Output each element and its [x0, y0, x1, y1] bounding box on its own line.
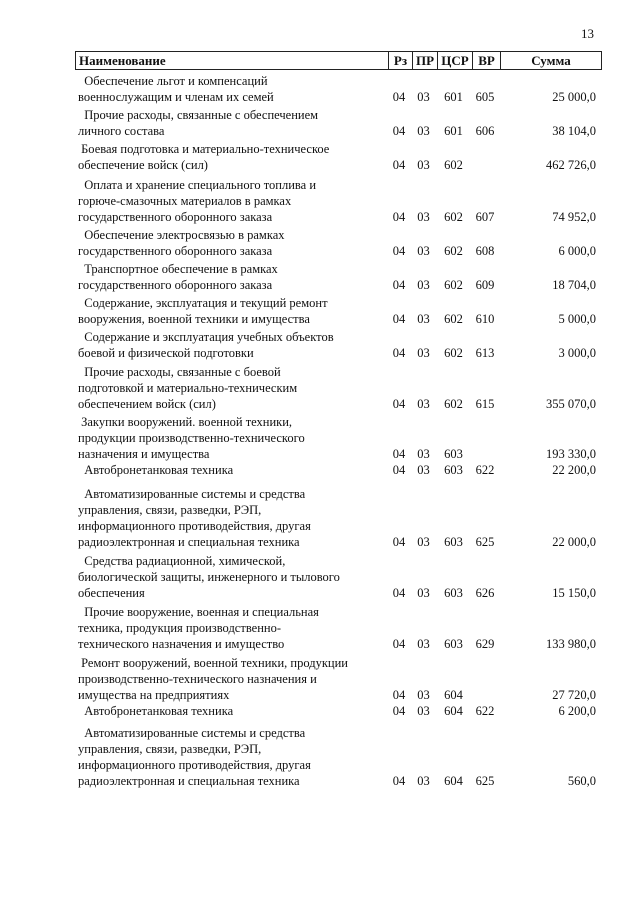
row-csr: 603	[444, 463, 463, 477]
table-row	[75, 141, 602, 173]
row-pr: 03	[417, 397, 430, 411]
row-name-line: управления, связи, разведки, РЭП,	[78, 503, 262, 517]
row-name-line: радиоэлектронная и специальная техника	[78, 774, 300, 788]
row-rz: 04	[392, 535, 406, 549]
row-name	[75, 227, 387, 259]
row-rz: 04	[392, 244, 406, 258]
row-csr: 603	[444, 447, 463, 461]
table-row	[75, 414, 602, 462]
row-csr: 603	[444, 586, 463, 600]
row-sum: 355 070,0	[546, 397, 596, 411]
row-name	[75, 141, 387, 173]
budget-table	[75, 51, 602, 789]
row-rz: 04	[392, 397, 406, 411]
table-row	[75, 725, 602, 789]
row-rz: 04	[392, 463, 406, 477]
row-name-line: горюче-смазочных материалов в рамках	[78, 194, 292, 208]
row-name-line: государственного оборонного заказа	[78, 244, 273, 258]
row-vr: 629	[475, 637, 495, 651]
row-name-line: личного состава	[78, 124, 165, 138]
row-pr: 03	[417, 158, 430, 172]
row-name-line: информационного противодействия, другая	[78, 758, 311, 772]
row-name-line: Обеспечение льгот и компенсаций	[78, 74, 268, 88]
header-sum: Сумма	[500, 52, 601, 69]
row-name-line: Закупки вооружений. военной техники,	[78, 415, 293, 429]
row-sum: 22 000,0	[552, 535, 596, 549]
row-name-line: подготовкой и материально-техническим	[78, 381, 298, 395]
table-row	[75, 227, 602, 259]
table-row	[75, 295, 602, 327]
row-rz: 04	[392, 124, 406, 138]
row-name-line: вооружения, военной техники и имущества	[78, 312, 310, 326]
table-row	[75, 655, 602, 703]
row-name-line: Автоматизированные системы и средства	[78, 487, 306, 501]
row-csr: 602	[444, 312, 463, 326]
row-csr: 603	[444, 535, 463, 549]
row-name	[75, 364, 387, 412]
row-name-line: обеспечения	[78, 586, 145, 600]
row-name-line: Прочие расходы, связанные с обеспечением	[78, 108, 319, 122]
row-name-line: государственного оборонного заказа	[78, 278, 273, 292]
row-rz: 04	[392, 704, 406, 718]
table-row	[75, 604, 602, 652]
row-sum: 133 980,0	[546, 637, 596, 651]
row-vr: 605	[475, 90, 495, 104]
row-csr: 603	[444, 637, 463, 651]
row-vr: 622	[475, 704, 495, 718]
row-rz: 04	[392, 158, 406, 172]
row-name-line: Прочие расходы, связанные с боевой	[78, 365, 281, 379]
row-name-line: Боевая подготовка и материально-техническое	[78, 142, 330, 156]
row-name-line: управления, связи, разведки, РЭП,	[78, 742, 262, 756]
row-pr: 03	[417, 774, 430, 788]
row-csr: 604	[444, 688, 463, 702]
row-pr: 03	[417, 688, 430, 702]
row-name	[75, 703, 387, 719]
row-rz: 04	[392, 586, 406, 600]
row-name	[75, 486, 387, 550]
row-vr: 609	[475, 278, 495, 292]
row-sum: 6 000,0	[558, 244, 596, 258]
row-name	[75, 725, 387, 789]
row-name-line: имущества на предприятиях	[78, 688, 230, 702]
row-name	[75, 107, 387, 139]
row-sum: 74 952,0	[552, 210, 596, 224]
table-row	[75, 261, 602, 293]
row-vr: 626	[475, 586, 495, 600]
row-name	[75, 329, 387, 361]
row-name	[75, 462, 387, 478]
row-name	[75, 73, 387, 105]
page-number: 13	[581, 26, 594, 41]
row-sum: 5 000,0	[558, 312, 596, 326]
row-name-line: Прочие вооружение, военная и специальная	[78, 605, 319, 619]
row-rz: 04	[392, 774, 406, 788]
row-name-line: информационного противодействия, другая	[78, 519, 311, 533]
row-sum: 462 726,0	[546, 158, 596, 172]
row-name-line: Автобронетанковая техника	[78, 463, 234, 477]
row-pr: 03	[417, 463, 430, 477]
row-sum: 193 330,0	[546, 447, 596, 461]
row-name-line: назначения и имущества	[78, 447, 210, 461]
table-row	[75, 329, 602, 361]
row-vr: 608	[475, 244, 495, 258]
row-name-line: Автобронетанковая техника	[78, 704, 234, 718]
row-pr: 03	[417, 90, 430, 104]
row-csr: 602	[444, 158, 463, 172]
row-csr: 602	[444, 346, 463, 360]
row-csr: 602	[444, 210, 463, 224]
row-name-line: Оплата и хранение специального топлива и	[78, 178, 317, 192]
row-sum: 560,0	[567, 774, 596, 788]
row-csr: 601	[444, 90, 463, 104]
row-name-line: продукции производственно-технического	[78, 431, 305, 445]
row-name	[75, 177, 387, 225]
row-name	[75, 295, 387, 327]
row-name-line: биологической защиты, инженерного и тылового	[78, 570, 340, 584]
row-name-line: Автоматизированные системы и средства	[78, 726, 306, 740]
row-pr: 03	[417, 535, 430, 549]
row-pr: 03	[417, 346, 430, 360]
row-sum: 22 200,0	[552, 463, 596, 477]
table-row	[75, 177, 602, 225]
row-csr: 604	[444, 774, 463, 788]
row-vr: 615	[475, 397, 495, 411]
row-pr: 03	[417, 637, 430, 651]
row-sum: 25 000,0	[552, 90, 596, 104]
table-row	[75, 73, 602, 105]
table-row	[75, 703, 602, 719]
row-sum: 6 200,0	[558, 704, 596, 718]
row-sum: 27 720,0	[552, 688, 596, 702]
row-csr: 602	[444, 278, 463, 292]
row-csr: 601	[444, 124, 463, 138]
row-name-line: Ремонт вооружений, военной техники, продукции	[78, 656, 349, 670]
table-body	[75, 73, 602, 789]
row-name-line: государственного оборонного заказа	[78, 210, 273, 224]
row-name-line: Обеспечение электросвязью в рамках	[78, 228, 285, 242]
table-row	[75, 462, 602, 478]
row-csr: 602	[444, 244, 463, 258]
row-name-line: военнослужащим и членам их семей	[78, 90, 274, 104]
row-name	[75, 261, 387, 293]
row-name	[75, 553, 387, 601]
row-pr: 03	[417, 210, 430, 224]
row-name-line: обеспечение войск (сил)	[78, 158, 208, 172]
row-name	[75, 414, 387, 462]
row-vr: 625	[475, 535, 495, 549]
row-name-line: обеспечением войск (сил)	[78, 397, 216, 411]
row-pr: 03	[417, 124, 430, 138]
table-row	[75, 553, 602, 601]
header-rz: Рз	[388, 52, 412, 69]
header-csr: ЦСР	[437, 52, 472, 69]
row-sum: 38 104,0	[552, 124, 596, 138]
row-name-line: производственно-технического назначения и	[78, 672, 317, 686]
row-name	[75, 604, 387, 652]
row-pr: 03	[417, 312, 430, 326]
row-pr: 03	[417, 447, 430, 461]
row-vr: 607	[475, 210, 495, 224]
row-rz: 04	[392, 312, 406, 326]
row-vr: 613	[475, 346, 495, 360]
row-vr: 606	[475, 124, 495, 138]
header-vr: ВР	[472, 52, 500, 69]
row-sum: 15 150,0	[552, 586, 596, 600]
table-row	[75, 107, 602, 139]
row-vr: 625	[475, 774, 495, 788]
row-rz: 04	[392, 637, 406, 651]
row-rz: 04	[392, 278, 406, 292]
row-csr: 602	[444, 397, 463, 411]
row-pr: 03	[417, 704, 430, 718]
table-header	[75, 51, 602, 70]
row-name-line: Транспортное обеспечение в рамках	[78, 262, 278, 276]
row-pr: 03	[417, 244, 430, 258]
row-name-line: техника, продукция производственно-	[78, 621, 281, 635]
row-csr: 604	[444, 704, 463, 718]
row-pr: 03	[417, 586, 430, 600]
row-name-line: радиоэлектронная и специальная техника	[78, 535, 300, 549]
row-vr: 610	[475, 312, 495, 326]
row-pr: 03	[417, 278, 430, 292]
row-rz: 04	[392, 90, 406, 104]
header-pr: ПР	[412, 52, 437, 69]
table-row	[75, 486, 602, 550]
row-rz: 04	[392, 210, 406, 224]
row-sum: 3 000,0	[558, 346, 596, 360]
row-rz: 04	[392, 447, 406, 461]
row-name-line: Средства радиационной, химической,	[78, 554, 286, 568]
table-row	[75, 364, 602, 412]
row-name-line: Содержание, эксплуатация и текущий ремонт	[78, 296, 328, 310]
header-name: Наименование	[79, 52, 166, 68]
row-sum: 18 704,0	[552, 278, 596, 292]
row-name	[75, 655, 387, 703]
row-name-line: технического назначения и имущество	[78, 637, 285, 651]
row-name-line: Содержание и эксплуатация учебных объектов	[78, 330, 334, 344]
row-rz: 04	[392, 688, 406, 702]
row-vr: 622	[475, 463, 495, 477]
row-name-line: боевой и физической подготовки	[78, 346, 254, 360]
row-rz: 04	[392, 346, 406, 360]
